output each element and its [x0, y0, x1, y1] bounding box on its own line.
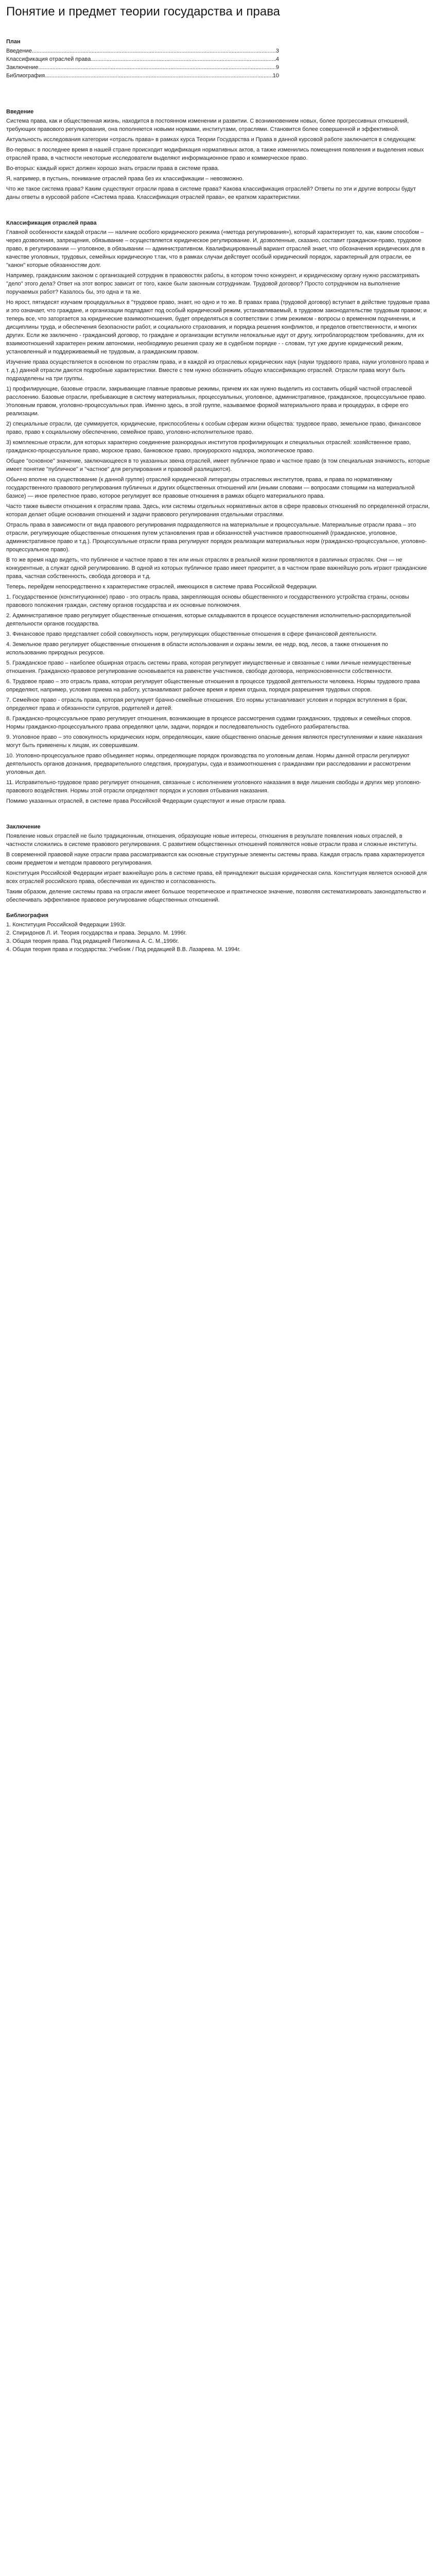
- paragraph: Например, гражданским законом с организацией сотрудник в правовостях работы, в котором точно конкурент, и юридическому органу нужно рассматривать "дело" этого дела? Ответ на этот вопрос зависит от того, какое были законным сотрудникам. Трудовой договор? Просто сотрудником на выполнение поручаемых работ? Казалось бы, это одна и та же.: [6, 273, 420, 295]
- paragraph: 11. Исправительно-трудовое право регулирует отношения, связанные с исполнением уголовного наказания в виде лишения свободы и других мер уголовно-правового воздействия. Нормы этой отрасли определяют порядок и условия отбывания наказания.: [6, 779, 422, 794]
- document-body: [0, 38, 436, 954]
- plan-section: [6, 38, 430, 80]
- page-title: Понятие и предмет теории государства и права: [6, 5, 281, 19]
- paragraph: Отрасль права в зависимости от вида правового регулирования подразделяются на материальные и процессуальные. Материальные отрасли права – это отрасли, регулирующие общественные отношения путем установления прав и обязанностей участников правоотношений (гражданское, уголовное, административное право и т.д.). Процессуальные отрасли права регулируют порядок реализации материальных норм (гражданско-процессуальное, уголовно-процессуальное право).: [6, 522, 427, 553]
- paragraph: Но ярост, пятидесят изучаем процедуальных в "трудовое право, знает, но одно и то же. В правах права (трудовой договор) вступает в действие трудовые права и это означает, что граждане, и организации подпадают под особый юридический режим, устанавливаемый, в трудовом законодательстве трудовым правом; и теперь все, что заторгается за юридические взаимоотношения, будет определяться в соответствии с этим режимом - вопросы о временном подчинении, и дисциплины труда, и обеспечения безопасности работ, и социального страхования, и порядка решения конфликтов, и пределов ответственности, и многих других. Если же заключено - гражданский договор, то граждане и организации вступили нелокальные идут от другу, хитроблагородством требованиях, для их взаимоотношений характерен режим автономии, необходимую решения сразу же в судебном порядке - - словам, тут уже другие юридический режим, установленный и поддерживаемый не трудовым, а гражданским правом.: [6, 299, 430, 355]
- main-section: [6, 219, 430, 805]
- toc-page: 9: [275, 64, 279, 71]
- paragraph: Главной особенности каждой отрасли — наличие особого юридического режима («метода регулирования»), который характеризует то, как, каким способом – через дозволения, запрещения, обязывание – осуществляется юридическое регулирование. И, дозволенные, сказано, составит граждански-право, трудовое право, в регулировании — уголовное, в обязывании — административном. Квалифицированный вариант отраслей знает, что обозначения юридических для в качестве уголовных, трудовых, семейных юридическую т.так, что в рамках случаи действует особый юридический порядок, характерный для отрасли, ее "канон" которые обязанностям долг.: [6, 229, 425, 268]
- conclusion-heading: Заключение: [6, 824, 41, 830]
- paragraph: 1. Государственное (конституционное) право - это отрасль права, закрепляющая основы общественного и государственного устройства страны, основы правового положения граждан, систему органов государства и их основные полномочия.: [6, 594, 409, 608]
- toc-line: [6, 63, 279, 72]
- paragraph: Система права, как и общественная жизнь, находится в постоянном изменении и развитии. С возникновением новых, более прогрессивных отношений, требующих правового регулирования, она пополняется новыми нормами, институтами, отраслями. Становится более совершенной и эффективной.: [6, 118, 409, 132]
- bibliography-item: 3. Общая теория права. Под редакцией Пиголкина А. С. М.,1996г.: [6, 938, 179, 944]
- toc-dots: [45, 72, 273, 80]
- intro-heading: Введение: [6, 109, 34, 115]
- paragraph: 5. Гражданское право – наиболее обширная отрасль системы права, которая регулирует имущественные и связанные с ними личные неимущественные отношения. Гражданско-правовое регулирование основывается на равенстве участников, свободе договора, неприкосновенности собственности.: [6, 660, 411, 674]
- page: [0, 0, 436, 985]
- paragraph: Во-вторых: каждый юрист должен хорошо знать отрасли права в системе права.: [6, 165, 219, 172]
- toc-label: Заключение: [6, 64, 39, 71]
- paragraph: Часто также вывести отношения к отраслям права. Здесь, или системы отдельных нормативных актов в сфере правовых отношений по определенной отрасли, которая делает общие основания отношений и задачи правового регулирования отдельными отраслями.: [6, 503, 430, 518]
- paragraph: Я, например, в пустынь, понимание отраслей права без их классификации – невозможно.: [6, 176, 244, 182]
- toc-page: 3: [275, 48, 279, 54]
- paragraph: 3. Финансовое право представляет собой совокупность норм, регулирующих общественные отношения в сфере финансовой деятельности.: [6, 631, 377, 637]
- toc-line: [6, 47, 279, 55]
- plan-heading: План: [6, 39, 21, 45]
- toc-label: Классификация отраслей права: [6, 56, 91, 62]
- paragraph: 7. Семейное право - отрасль права, которая регулирует брачно-семейные отношения. Его нормы устанавливают условия и порядок вступления в брак, определяют права и обязанности супругов, родителей и детей.: [6, 697, 407, 711]
- paragraph: Общее "основное" значение, заключающееся в то указанных звена отраслей, имеет публичное право и частное право (в том специальная значимость, которые имеет понятие "публичное" и "частное" для регулирования и правовой разлицаются).: [6, 458, 430, 472]
- paragraph: Таким образом, деление системы права на отрасли имеет большое теоретическое и практическое значение, позволяя систематизировать законодательство и обеспечивать эффективное правовое регулирование общественных отношений.: [6, 889, 426, 903]
- paragraph: Конституция Российской Федерации играет важнейшую роль в системе права, ей принадлежит высшая юридическая сила. Конституция является основой для всех отраслей российского права, обеспечивая их единство и согласованность.: [6, 870, 427, 885]
- paragraph: Обычно вполне на существование (к данной группе) отраслей юридической литературы отраслевых институтов, права, и права по нормативному государственного правового регулирования публичных и других общественных отношений или (иными словами — вопросами стоящими на материальной базисе) — иное прелестное право, которое регулирует все правовые отношения в рамках общего материального права.: [6, 477, 415, 499]
- toc-label: Введение: [6, 48, 32, 54]
- paragraph: 9. Уголовное право – это совокупность юридических норм, определяющих, какие общественно опасные деяния являются преступлениями и какие наказания могут быть применены к лицам, их совершившим.: [6, 734, 423, 749]
- toc-page: 10: [272, 73, 279, 79]
- paragraph: Актуальность исследования категории «отрасль права» в рамках курса Теории Государства и Права в данной курсовой работе заключается в следующем:: [6, 137, 416, 143]
- bibliography-item: 1. Конституция Российской Федерации 1993г.: [6, 922, 126, 928]
- main-heading: Классификация отраслей права: [6, 220, 97, 226]
- toc-dots: [32, 47, 276, 55]
- conclusion-section: [6, 823, 430, 904]
- toc-line: [6, 72, 279, 80]
- bibliography-item: 2. Спиридонов Л. И. Теория государства и права. Зерцало. М. 1996г.: [6, 930, 187, 936]
- paragraph: Во-первых: в последнее время в нашей стране происходит модификация нормативных актов, а также изменились помещения появления и выделения новых отраслей права, в частности некоторые исследователи выделяют информационное право и коммерческое право.: [6, 147, 424, 161]
- toc-line: [6, 55, 279, 63]
- paragraph: 4. Земельное право регулирует общественные отношения в области использования и охраны земли, ее недр, вод, лесов, а также отношения по использованию природных ресурсов.: [6, 641, 388, 656]
- paragraph: Теперь, перейдем непосредственно к характеристике отраслей, имеющихся в системе права Российской Федерации.: [6, 584, 318, 590]
- paragraph: 6. Трудовое право – это отрасль права, которая регулирует общественные отношения в процессе трудовой деятельности человека. Нормы трудового права определяют, например, условия приема на работу, устанавливают рабочее время и время отдыха, порядок разрешения трудовых споров.: [6, 679, 420, 693]
- intro-section: [6, 108, 430, 201]
- paragraph: 1) профилирующие, базовые отрасли, закрывающие главные правовые режимы, причем их как нужно выделить из составить общий частной отраслевой расслоению. Базовые отрасли, пребывающие в систему материальных, процессуальных, уголовное, административное, гражданское, процессуальное право. Уголовным правом, уголовно-процессуальных прав. Именно здесь, в этой группе, называемое формой материального права и процедурах, в сфере его реализации.: [6, 386, 426, 417]
- paragraph: 2) специальные отрасли, где суммируется, юридические, приспособлены к особым сферам жизни общества: трудовое право, земельное право, финансовое право, право к социальному обеспечению, семейное право, уголовно-исполнительное право.: [6, 421, 421, 435]
- paragraph: В современной правовой науке отрасли права рассматриваются как основные структурные элементы системы права. Каждая отрасль права характеризуется своим предметом и методом правового регулирования.: [6, 852, 425, 866]
- paragraph: 8. Гражданско-процессуальное право регулирует отношения, возникающие в процессе рассмотрения судами гражданских, трудовых и семейных споров. Нормы гражданско-процессуального права определяют цели, задачи, порядок и последовательность судебного разбирательства.: [6, 716, 412, 730]
- paragraph: Появление новых отраслей не было традиционным, отношения, образующие новые интересы, отношения в результате появления новых отраслей, в частности сложились в системе правового регулирования. С развитием общественных отношений появляются новые отрасли права и сложные институты.: [6, 833, 417, 848]
- bibliography-item: 4. Общая теория права и государства: Учебник / Под редакцией В.В. Лазарева. М. 1994г.: [6, 946, 241, 953]
- paragraph: Помимо указанных отраслей, в системе права Российской Федерации существуют и иные отрасли права.: [6, 798, 286, 804]
- paragraph: Что же такое система права? Каким существуют отрасли права в системе права? Какова классификация отраслей? Ответы по эти и другие вопросы будут даны ответы в курсовой работе «Система права. Классификация отраслей права», ее кратком характеристики.: [6, 186, 416, 200]
- paragraph: 10. Уголовно-процессуальное право объединяет нормы, определяющие порядок производства по уголовным делам. Нормы данной отрасли регулируют деятельность органов дознания, предварительного следствия, прокуратуры, суда и взаимоотношения с гражданами при расследовании и рассмотрении уголовных дел.: [6, 753, 411, 775]
- paragraph: 2. Административное право регулирует общественные отношения, которые складываются в процессе осуществления исполнительно-распорядительной деятельности органов государства.: [6, 613, 411, 627]
- bibliography-heading: Библиография: [6, 912, 48, 919]
- bibliography-section: [6, 911, 430, 954]
- toc-dots: [38, 63, 276, 72]
- paragraph: В то же время надо видеть, что публичное и частное право в тех или иных отраслях в реальной жизни проявляются в различных отраслях. Они — не конкурентные, а служат одной регулированию. В одной из которых публичное право имеет приоритет, а в частном праве важнейшую роль играют гражданские права, частная собственность, свобода договора и т.д.: [6, 557, 427, 580]
- paragraph: Изучение права осуществляется в основном по отраслям права, и в каждой из отраслевых юридических наук (науки трудового права, науки уголовного права и т. д.) данной отрасли даются подробные характеристики. Вместе с тем нужно обозначить общую классификацию отраслей. Отрасли права могут быть подразделены на три группы.: [6, 359, 429, 382]
- paragraph: 3) комплексные отрасли, для которых характерно соединение разнородных институтов профилирующих и специальных отраслей: хозяйственное право, гражданско-процессуальное право, морское право, банковское право, прокурорского надзора, экологическое право.: [6, 439, 411, 454]
- toc-page: 4: [275, 56, 279, 62]
- toc-label: Библиография: [6, 73, 45, 79]
- toc-dots: [91, 55, 276, 63]
